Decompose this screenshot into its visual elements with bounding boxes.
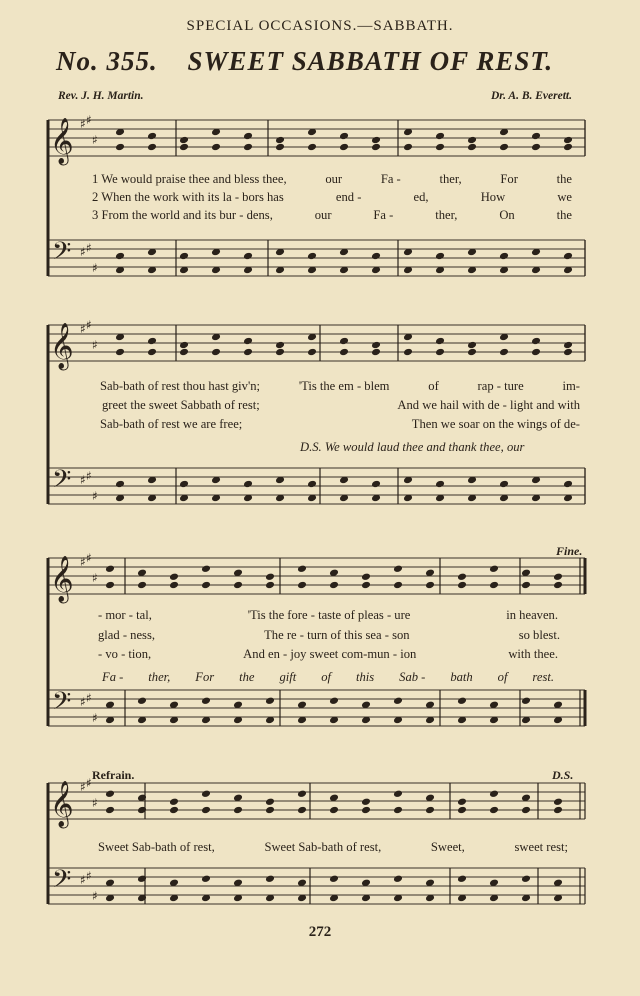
note-head <box>201 696 211 705</box>
clef-glyph: ♯ <box>92 338 98 352</box>
clef-glyph: 𝄞 <box>50 556 74 602</box>
note-head <box>393 789 403 798</box>
note-head <box>169 581 179 590</box>
clef-glyph: 𝄢 <box>52 237 72 272</box>
clef-glyph: ♯ <box>86 241 92 255</box>
note-head <box>435 348 445 357</box>
clef-glyph: ♯ <box>86 469 92 483</box>
note-head <box>201 581 211 590</box>
running-header: SPECIAL OCCASIONS.—SABBATH. <box>186 18 454 34</box>
clef-glyph: ♯ <box>92 133 98 147</box>
note-head <box>243 480 253 489</box>
note-head <box>211 143 221 152</box>
note-head <box>201 874 211 883</box>
hymn-number: No. 355. <box>56 46 158 76</box>
note-head <box>393 806 403 815</box>
note-head <box>169 806 179 815</box>
clef-glyph: 𝄞 <box>50 118 74 164</box>
clef-glyph: ♯ <box>86 691 92 705</box>
note-head <box>521 581 531 590</box>
clef-glyph: ♯ <box>80 695 86 709</box>
clef-glyph: ♯ <box>86 869 92 883</box>
note-head <box>393 581 403 590</box>
clef-glyph: ♯ <box>86 113 92 127</box>
note-head <box>339 337 349 346</box>
note-head <box>521 874 531 883</box>
note-head <box>457 581 467 590</box>
note-head <box>275 348 285 357</box>
note-head <box>137 581 147 590</box>
clef-glyph: ♯ <box>80 473 86 487</box>
clef-glyph: 𝄢 <box>52 465 72 500</box>
ds-mark: D.S. <box>552 768 574 782</box>
note-head <box>147 143 157 152</box>
note-head <box>563 143 573 152</box>
note-head <box>201 806 211 815</box>
clef-glyph: ♯ <box>80 322 86 336</box>
note-head <box>329 806 339 815</box>
clef-glyph: ♯ <box>80 117 86 131</box>
note-head <box>435 337 445 346</box>
ds-text: D.S. We would laud thee and thank thee, our <box>300 440 525 454</box>
note-head <box>329 874 339 883</box>
note-heads <box>105 128 573 903</box>
note-head <box>211 348 221 357</box>
lyricist-credit: Rev. J. H. Martin. <box>58 90 144 102</box>
note-head <box>371 341 381 350</box>
note-head <box>553 572 563 581</box>
note-head <box>179 480 189 489</box>
note-head <box>329 696 339 705</box>
verse-line-3: Sab-bath of rest we are free; Then we soar on the wings of de- <box>100 417 580 431</box>
composer-credit: Dr. A. B. Everett. <box>490 90 572 102</box>
note-head <box>265 806 275 815</box>
verse-line-1: - mor - tal, 'Tis the fore - taste of pleas - ure in heaven. <box>98 608 558 622</box>
note-head <box>179 252 189 261</box>
note-head <box>179 143 189 152</box>
note-head <box>147 132 157 141</box>
note-head <box>307 143 317 152</box>
staff-lines <box>48 120 585 904</box>
note-head <box>499 252 509 261</box>
note-head <box>307 480 317 489</box>
note-head <box>361 806 371 815</box>
note-head <box>563 348 573 357</box>
note-head <box>179 136 189 145</box>
note-head <box>265 797 275 806</box>
note-head <box>467 136 477 145</box>
clef-glyph: ♯ <box>80 780 86 794</box>
note-head <box>489 581 499 590</box>
note-head <box>275 341 285 350</box>
note-head <box>531 348 541 357</box>
note-head <box>361 572 371 581</box>
bar-lines <box>48 120 585 904</box>
note-head <box>489 806 499 815</box>
note-head <box>457 797 467 806</box>
note-head <box>531 132 541 141</box>
note-head <box>457 696 467 705</box>
note-head <box>265 696 275 705</box>
note-head <box>137 696 147 705</box>
verse-line-1: Sab-bath of rest thou hast giv'n; 'Tis the em - blem of rap - ture im- <box>100 379 580 393</box>
verse-line-3: - vo - tion, And en - joy sweet com-mun - ion with thee. <box>98 647 558 661</box>
note-head <box>243 143 253 152</box>
ds-text-line: Fa - ther, For the gift of this Sab - bath of rest. <box>102 670 554 684</box>
clef-glyph: ♯ <box>92 571 98 585</box>
note-head <box>457 572 467 581</box>
note-head <box>521 696 531 705</box>
fine-mark: Fine. <box>556 544 583 558</box>
note-head <box>553 806 563 815</box>
note-head <box>435 132 445 141</box>
note-head <box>329 581 339 590</box>
note-head <box>297 789 307 798</box>
note-head <box>553 797 563 806</box>
note-head <box>233 581 243 590</box>
clef-glyph: ♯ <box>80 245 86 259</box>
note-head <box>435 480 445 489</box>
note-head <box>265 572 275 581</box>
note-head <box>115 143 125 152</box>
note-head <box>425 581 435 590</box>
clef-glyph: ♯ <box>86 551 92 565</box>
note-head <box>243 252 253 261</box>
note-head <box>275 143 285 152</box>
note-head <box>201 789 211 798</box>
clef-glyph: ♯ <box>92 261 98 275</box>
note-head <box>425 806 435 815</box>
note-head <box>307 348 317 357</box>
note-head <box>553 581 563 590</box>
note-head <box>115 480 125 489</box>
note-head <box>393 696 403 705</box>
clef-glyph: ♯ <box>86 776 92 790</box>
note-head <box>243 348 253 357</box>
note-head <box>105 564 115 573</box>
note-head <box>243 132 253 141</box>
note-head <box>371 480 381 489</box>
refrain-label: Refrain. <box>92 768 135 782</box>
note-head <box>467 341 477 350</box>
clef-glyph: ♯ <box>92 796 98 810</box>
note-head <box>297 564 307 573</box>
note-head <box>339 143 349 152</box>
verse-line-3: 3 From the world and its bur - dens, our Fa - ther, On the <box>92 208 572 222</box>
note-head <box>371 348 381 357</box>
page-number: 272 <box>308 924 332 940</box>
clef-glyph: ♯ <box>92 711 98 725</box>
note-head <box>499 348 509 357</box>
note-head <box>499 143 509 152</box>
note-head <box>563 341 573 350</box>
note-head <box>531 143 541 152</box>
clef-glyph: 𝄢 <box>52 865 72 900</box>
note-head <box>115 252 125 261</box>
verse-line-1: 1 We would praise thee and bless thee, our Fa - ther, For the <box>92 172 572 186</box>
clef-glyph: ♯ <box>92 889 98 903</box>
hymn-title: SWEET SABBATH OF REST. <box>187 46 554 76</box>
verse-line-2: glad - ness, The re - turn of this sea - son so blest. <box>98 628 560 642</box>
clef-glyph: ♯ <box>92 489 98 503</box>
note-head <box>307 252 317 261</box>
note-head <box>457 874 467 883</box>
note-head <box>201 564 211 573</box>
note-head <box>371 252 381 261</box>
note-head <box>179 341 189 350</box>
note-head <box>521 806 531 815</box>
note-head <box>265 874 275 883</box>
note-head <box>403 348 413 357</box>
note-head <box>457 806 467 815</box>
note-head <box>393 564 403 573</box>
note-head <box>105 806 115 815</box>
note-head <box>147 348 157 357</box>
note-head <box>467 143 477 152</box>
note-head <box>233 806 243 815</box>
note-head <box>563 480 573 489</box>
clef-glyph: 𝄞 <box>50 323 74 369</box>
note-head <box>169 572 179 581</box>
note-head <box>297 581 307 590</box>
note-head <box>435 252 445 261</box>
note-head <box>105 581 115 590</box>
note-head <box>339 132 349 141</box>
note-head <box>361 581 371 590</box>
note-head <box>371 136 381 145</box>
note-head <box>563 136 573 145</box>
clef-glyphs <box>50 113 98 903</box>
note-head <box>275 136 285 145</box>
note-head <box>243 337 253 346</box>
note-head <box>489 564 499 573</box>
note-head <box>179 348 189 357</box>
note-head <box>361 797 371 806</box>
clef-glyph: 𝄢 <box>52 687 72 722</box>
note-head <box>371 143 381 152</box>
note-head <box>393 874 403 883</box>
note-head <box>435 143 445 152</box>
note-head <box>297 806 307 815</box>
clef-glyph: ♯ <box>80 873 86 887</box>
clef-glyph: ♯ <box>86 318 92 332</box>
note-head <box>403 143 413 152</box>
verse-line-2: greet the sweet Sabbath of rest; And we hail with de - light and with <box>102 398 580 412</box>
clef-glyph: ♯ <box>80 555 86 569</box>
refrain-lyric-line: Sweet Sab-bath of rest, Sweet Sab-bath of rest, Sweet, sweet rest; <box>98 840 568 854</box>
verse-line-2: 2 When the work with its la - bors has end - ed, How we <box>92 190 572 204</box>
clef-glyph: 𝄞 <box>50 781 74 827</box>
note-head <box>105 789 115 798</box>
note-head <box>467 348 477 357</box>
note-head <box>499 480 509 489</box>
note-head <box>265 581 275 590</box>
note-head <box>531 337 541 346</box>
note-head <box>147 337 157 346</box>
note-head <box>115 348 125 357</box>
note-head <box>169 797 179 806</box>
note-head <box>489 789 499 798</box>
note-head <box>339 348 349 357</box>
note-head <box>563 252 573 261</box>
